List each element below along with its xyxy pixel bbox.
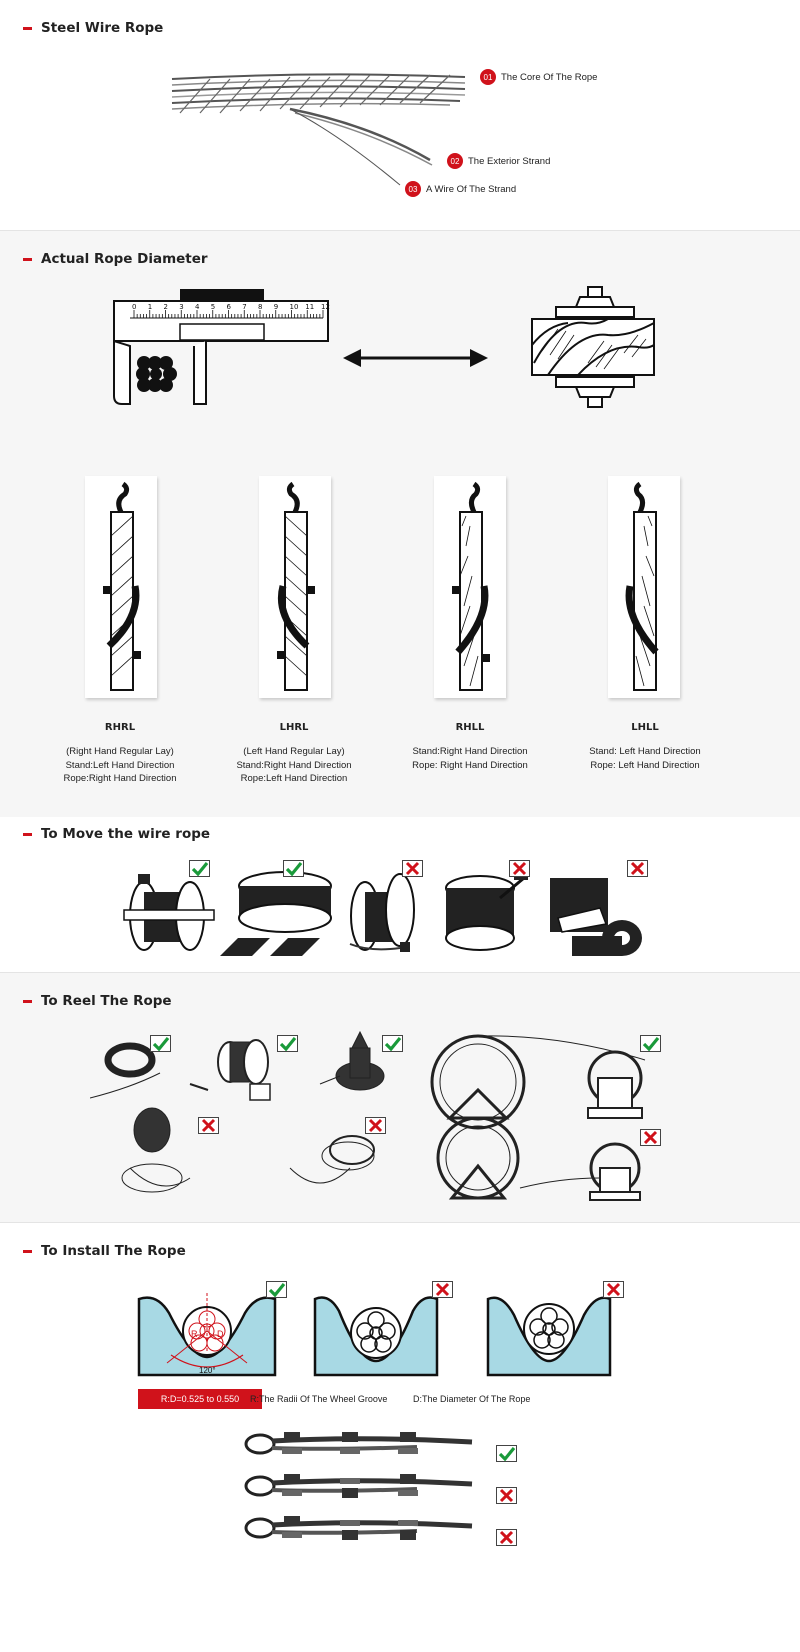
caliper-scale-number: 9 [273,303,279,311]
groove-correct-illustration [137,1293,277,1377]
groove-wrong-narrow-illustration [313,1293,439,1377]
section-install-rope [0,1222,800,1652]
label-core [480,69,597,85]
rope-clip-row [246,1432,472,1454]
lay-line: Rope: Left Hand Direction [590,759,700,771]
caliper-scale-number: 5 [210,303,216,311]
wire-rope-illustration [170,65,470,195]
label-number: 01 [480,69,496,85]
label-exterior-strand [447,153,550,169]
lay-line: Stand:Left Hand Direction [65,759,175,771]
rope-measure-illustration [528,283,658,411]
caliper-scale-number: 11 [305,303,315,311]
check-mark-icon [150,1035,171,1052]
caliper-scale-number: 6 [226,303,231,311]
title-dash [23,27,32,30]
lay-name: RHRL [104,722,136,733]
section-rope-diameter [0,230,800,817]
label-number: 03 [405,181,421,197]
groove-wrong-wide-illustration [486,1293,612,1377]
cross-mark-icon [627,860,648,877]
title-text: To Install The Rope [41,1243,186,1259]
caliper-scale-number: 2 [163,303,168,311]
legend-rope-diameter: D:The Diameter Of The Rope [413,1394,531,1404]
check-mark-icon [640,1035,661,1052]
title-text: To Reel The Rope [41,993,172,1009]
legend-groove-radius: R:The Radii Of The Wheel Groove [250,1394,388,1404]
lay-line: (Right Hand Regular Lay) [66,746,174,757]
lay-line: Rope:Left Hand Direction [240,773,348,784]
groove-letter-r: R [191,1329,198,1339]
groove-letter-d: D [217,1329,224,1339]
label-number: 02 [447,153,463,169]
rhrl-rope-illustration [85,476,157,698]
rope-clip-row [246,1516,472,1540]
caliper-scale-number: 3 [179,303,184,311]
lay-name: LHLL [631,722,659,733]
double-arrow-icon [343,346,488,371]
section-title [23,20,163,36]
lay-line: Stand:Right Hand Direction [412,746,528,757]
lay-description [555,745,735,772]
lay-description [204,745,384,786]
label-text: The Exterior Strand [468,155,551,167]
lay-card-lhrl [259,476,331,698]
cross-mark-icon [432,1281,453,1298]
lay-line: Stand: Left Hand Direction [589,746,701,757]
lay-line: Rope:Right Hand Direction [63,773,177,784]
lay-card-rhrl [85,476,157,698]
lay-card-lhll [608,476,680,698]
lay-line: Rope: Right Hand Direction [412,759,528,771]
caliper-scale-number: 12 [321,303,330,311]
rope-clip-row [246,1474,472,1498]
title-dash [23,833,32,836]
caliper-scale-number: 8 [258,303,263,311]
rope-clip-illustrations [242,1428,482,1553]
title-dash [23,258,32,261]
section-steel-wire-rope [0,0,800,230]
cross-mark-icon [496,1487,517,1504]
caliper-scale-number: 1 [147,303,153,311]
section-move-rope [0,816,800,972]
section-title [23,826,210,842]
lay-card-rhll [434,476,506,698]
lay-name: RHLL [455,722,485,733]
caliper-scale-number: 4 [195,303,200,311]
section-title [23,251,208,267]
label-text: The Core Of The Rope [501,71,598,83]
groove-angle-label: 120° [199,1366,216,1375]
title-text: To Move the wire rope [41,826,211,842]
check-mark-icon [283,860,304,877]
caliper-illustration [108,286,333,411]
check-mark-icon [496,1445,517,1462]
section-title [23,1243,186,1259]
ratio-badge: R:D=0.525 to 0.550 [138,1389,262,1409]
lhll-rope-illustration [608,476,680,698]
lay-description [380,745,560,772]
cross-mark-icon [496,1529,517,1546]
lay-line: Stand:Right Hand Direction [236,759,352,771]
title-text: Steel Wire Rope [41,20,164,36]
cross-mark-icon [640,1129,661,1146]
caliper-scale-number: 10 [289,303,299,311]
label-text: A Wire Of The Strand [426,183,517,195]
section-reel-rope [0,972,800,1223]
cross-mark-icon [603,1281,624,1298]
cross-mark-icon [198,1117,219,1134]
cross-mark-icon [509,860,530,877]
rhll-rope-illustration [434,476,506,698]
section-title [23,993,172,1009]
cross-mark-icon [402,860,423,877]
label-wire-of-strand [405,181,516,197]
lay-description [30,745,210,786]
cross-mark-icon [365,1117,386,1134]
lay-line: (Left Hand Regular Lay) [243,746,345,757]
title-dash [23,1250,32,1253]
lhrl-rope-illustration [259,476,331,698]
check-mark-icon [266,1281,287,1298]
caliper-scale-number: 0 [132,303,137,311]
check-mark-icon [277,1035,298,1052]
caliper-scale-number: 7 [242,303,247,311]
check-mark-icon [382,1035,403,1052]
check-mark-icon [189,860,210,877]
title-dash [23,1000,32,1003]
lay-name: LHRL [279,722,309,733]
title-text: Actual Rope Diameter [41,251,208,267]
reel-rope-illustrations [90,1028,710,1213]
